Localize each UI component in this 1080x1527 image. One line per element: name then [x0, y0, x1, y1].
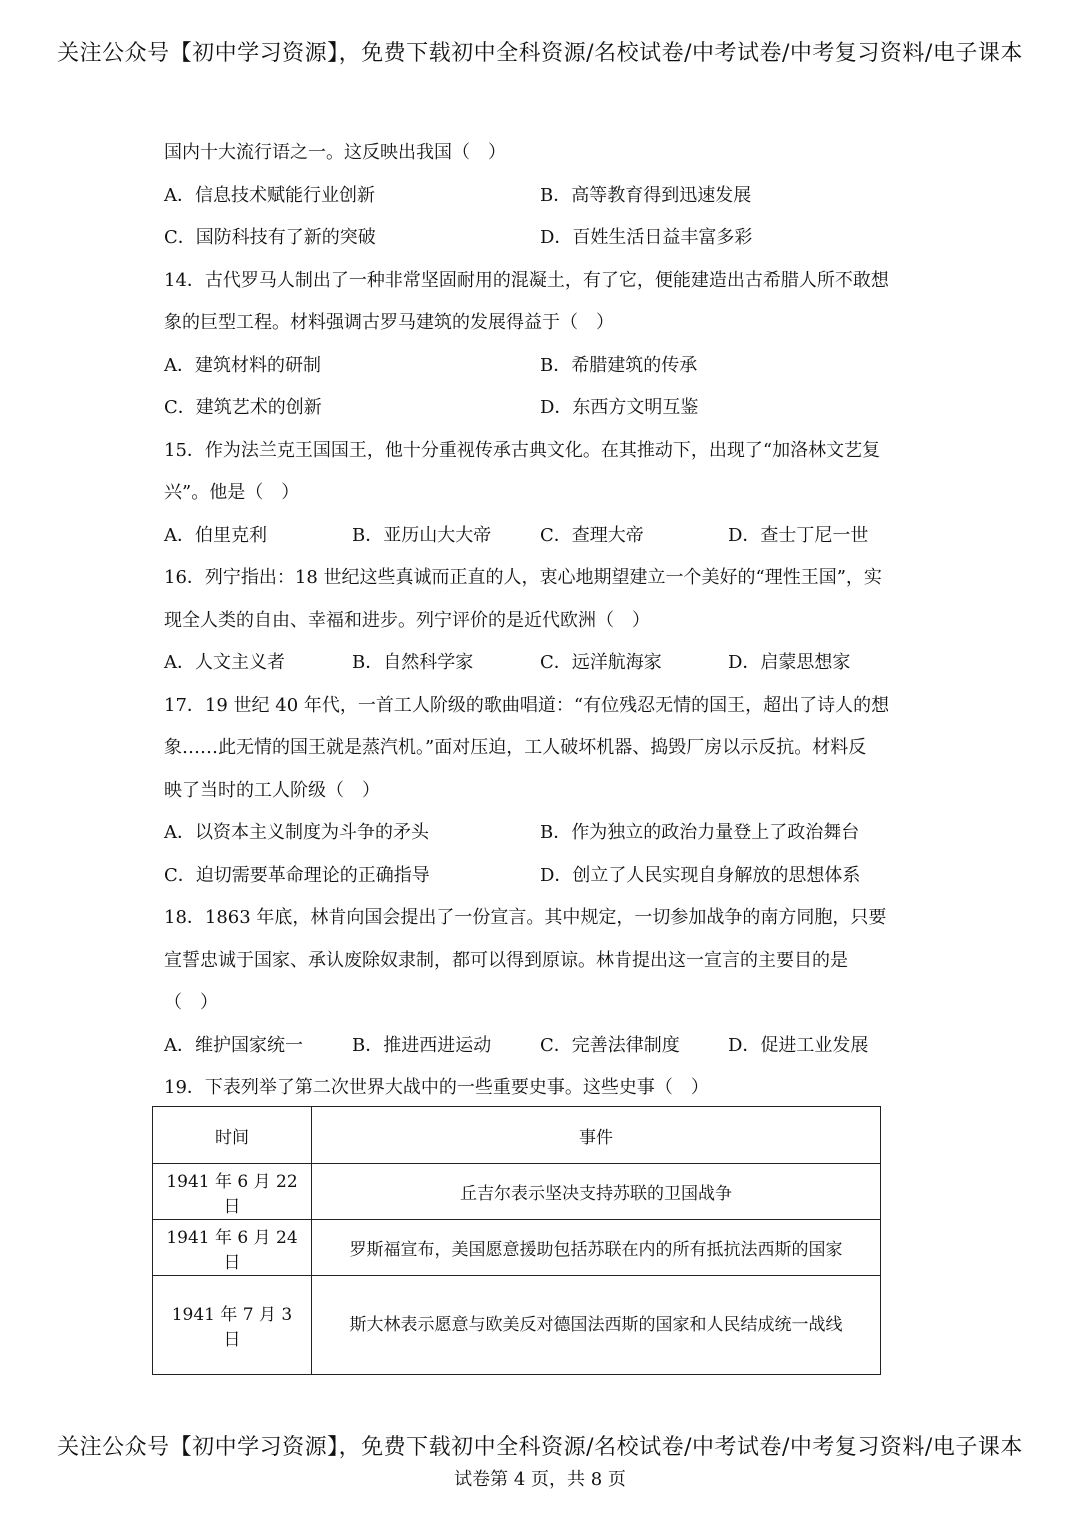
question-content [164, 132, 924, 1110]
table-header-event: 事件 [312, 1107, 881, 1164]
q14-stem-line-2: 象的巨型工程。材料强调古罗马建筑的发展得益于（ ） [164, 312, 614, 333]
table-header-row [153, 1107, 881, 1164]
q15-stem-line-1: 15．作为法兰克王国国王，他十分重视传承古典文化。在其推动下，出现了“加洛林文艺复 [164, 439, 881, 461]
q17-option-a[interactable]: A．以资本主义制度为斗争的矛头 [164, 822, 429, 843]
q14-options-row-1 [164, 345, 924, 388]
q14-option-d[interactable]: D．东西方文明互鉴 [540, 397, 699, 418]
q14-option-c[interactable]: C．建筑艺术的创新 [164, 397, 322, 418]
q15-stem-line-2: 兴”。他是（ ） [164, 482, 300, 503]
q14-option-b[interactable]: B．希腊建筑的传承 [540, 354, 698, 376]
q15-option-a[interactable]: A．伯里克利 [164, 524, 267, 546]
wwii-events-table [152, 1106, 881, 1375]
table-cell-event: 丘吉尔表示坚决支持苏联的卫国战争 [312, 1164, 881, 1220]
q16-option-a[interactable]: A．人文主义者 [164, 652, 285, 673]
q18-stem-line-1: 18．1863 年底，林肯向国会提出了一份宣言。其中规定，一切参加战争的南方同胞，只要 [164, 907, 887, 928]
table-row [153, 1276, 881, 1375]
q16-stem-line-1: 16．列宁指出：18 世纪这些真诚而正直的人，衷心地期望建立一个美好的“理性王国”，实 [164, 567, 882, 588]
footer-banner: 关注公众号【初中学习资源】，免费下载初中全科资源/名校试卷/中考试卷/中考复习资料/电子课本 [57, 1435, 1023, 1460]
q13-option-a[interactable]: A．信息技术赋能行业创新 [164, 184, 375, 206]
q15-option-b[interactable]: B．亚历山大大帝 [352, 524, 492, 546]
q13-option-c[interactable]: C．国防科技有了新的突破 [164, 227, 376, 248]
q18-option-d[interactable]: D．促进工业发展 [728, 1034, 869, 1056]
table-cell-event: 斯大林表示愿意与欧美反对德国法西斯的国家和人民结成统一战线 [312, 1276, 881, 1375]
table-row [153, 1164, 881, 1220]
q16-options [164, 642, 924, 685]
q17-option-b[interactable]: B．作为独立的政治力量登上了政治舞台 [540, 822, 860, 843]
q18-options [164, 1025, 924, 1068]
q14-option-a[interactable]: A．建筑材料的研制 [164, 354, 321, 376]
q17-options-row-2 [164, 855, 924, 898]
table-cell-event: 罗斯福宣布，美国愿意援助包括苏联在内的所有抵抗法西斯的国家 [312, 1220, 881, 1276]
q17-stem-line-3: 映了当时的工人阶级（ ） [164, 779, 380, 801]
q13-options-row-2 [164, 217, 924, 260]
q18-stem-line-2: 宣誓忠诚于国家、承认废除奴隶制，都可以得到原谅。林肯提出这一宣言的主要目的是 [164, 949, 848, 971]
q13-option-d[interactable]: D．百姓生活日益丰富多彩 [540, 227, 753, 248]
q13-stem: 国内十大流行语之一。这反映出我国（ ） [164, 142, 506, 163]
q13-option-b[interactable]: B．高等教育得到迅速发展 [540, 184, 752, 206]
q17-option-c[interactable]: C．迫切需要革命理论的正确指导 [164, 864, 430, 886]
header-banner: 关注公众号【初中学习资源】，免费下载初中全科资源/名校试卷/中考试卷/中考复习资料/电子课本 [57, 41, 1023, 66]
q17-stem-line-1: 17．19 世纪 40 年代，一首工人阶级的歌曲唱道：“有位残忍无情的国王，超出了诗人的想 [164, 694, 890, 716]
q14-stem-line-1: 14．古代罗马人制出了一种非常坚固耐用的混凝土，有了它，便能建造出古希腊人所不敢想 [164, 269, 889, 291]
q16-option-d[interactable]: D．启蒙思想家 [728, 652, 851, 673]
page-number: 试卷第 4 页，共 8 页 [454, 1469, 626, 1490]
q15-option-d[interactable]: D．查士丁尼一世 [728, 524, 869, 546]
q19-stem: 19．下表列举了第二次世界大战中的一些重要史事。这些史事（ ） [164, 1077, 709, 1098]
table-header-time: 时间 [153, 1107, 312, 1164]
q18-stem-line-3: （ ） [164, 992, 218, 1013]
q16-option-b[interactable]: B．自然科学家 [352, 652, 474, 673]
q16-option-c[interactable]: C．远洋航海家 [540, 652, 662, 673]
q16-stem-line-2: 现全人类的自由、幸福和进步。列宁评价的是近代欧洲（ ） [164, 609, 650, 631]
q15-option-c[interactable]: C．查理大帝 [540, 524, 644, 546]
table-cell-time: 1941 年 7 月 3 日 [153, 1276, 312, 1375]
q18-option-b[interactable]: B．推进西进运动 [352, 1034, 492, 1056]
q17-stem-line-2: 象……此无情的国王就是蒸汽机。”面对压迫，工人破坏机器、捣毁厂房以示反抗。材料反 [164, 737, 867, 758]
q18-option-a[interactable]: A．维护国家统一 [164, 1034, 303, 1056]
table-row [153, 1220, 881, 1276]
q17-options-row-1 [164, 812, 924, 855]
q14-options-row-2 [164, 387, 924, 430]
q15-options [164, 515, 924, 558]
q18-option-c[interactable]: C．完善法律制度 [540, 1034, 680, 1056]
table-cell-time: 1941 年 6 月 22 日 [153, 1164, 312, 1220]
q13-options-row-1 [164, 175, 924, 218]
table-cell-time: 1941 年 6 月 24 日 [153, 1220, 312, 1276]
q17-option-d[interactable]: D．创立了人民实现自身解放的思想体系 [540, 864, 861, 886]
